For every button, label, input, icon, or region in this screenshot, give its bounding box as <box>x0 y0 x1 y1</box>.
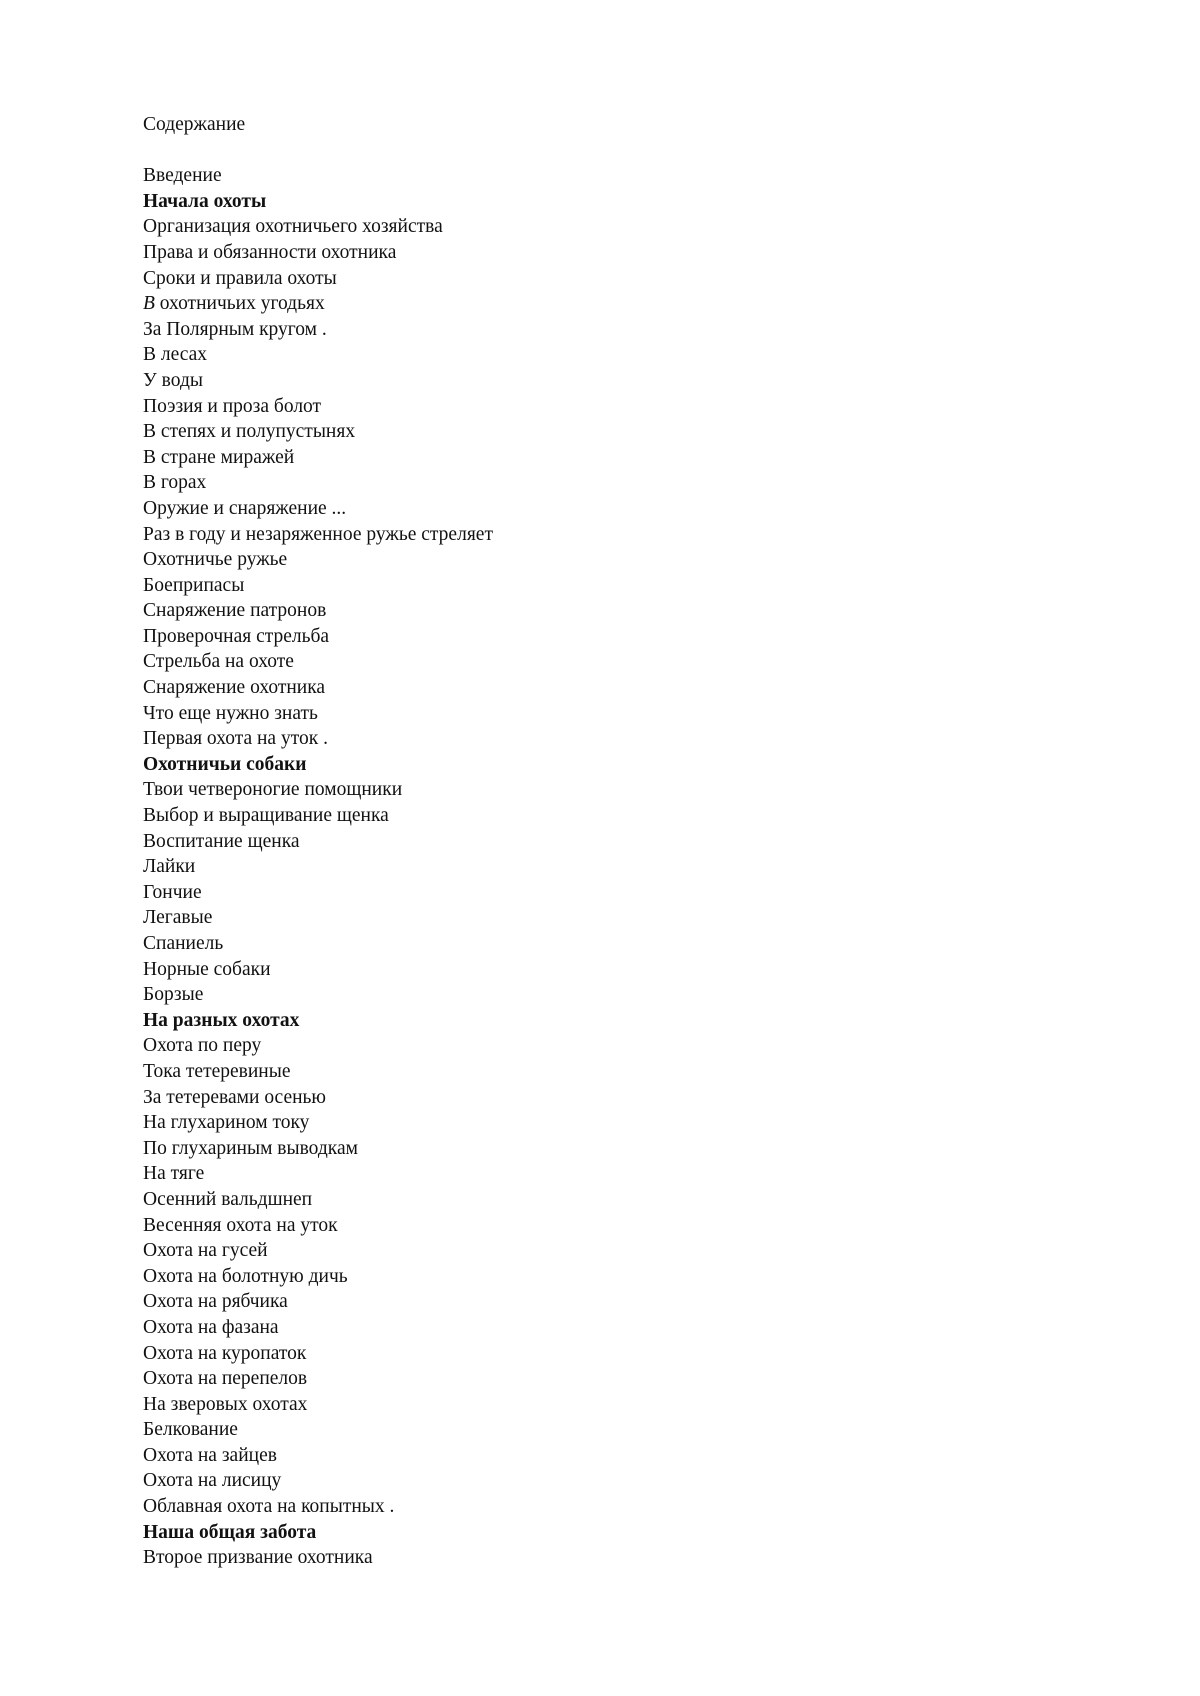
toc-entry: На глухарином току <box>143 1112 310 1134</box>
toc-entry: Норные собаки <box>143 958 271 980</box>
toc-entry: Охота на гусей <box>143 1240 268 1262</box>
toc-entry: Боеприпасы <box>143 574 245 596</box>
toc-entry: Тока тетеревиные <box>143 1060 291 1082</box>
toc-entry: Снаряжение патронов <box>143 600 327 622</box>
toc-entry: Белкование <box>143 1419 238 1441</box>
toc-entry: Охотничье ружье <box>143 549 288 571</box>
toc-entry: Введение <box>143 165 222 187</box>
toc-entry: За тетеревами осенью <box>143 1086 326 1108</box>
toc-entry: На зверовых охотах <box>143 1393 308 1415</box>
toc-entry: Снаряжение охотника <box>143 677 326 699</box>
toc-entry: Поэзия и проза болот <box>143 395 322 417</box>
toc-entry: В лесах <box>143 344 208 366</box>
toc-section-heading: Начала охоты <box>143 190 267 212</box>
toc-section-heading: Охотничьи собаки <box>143 753 307 775</box>
toc-entry: Осенний вальдшнеп <box>143 1188 313 1210</box>
toc-entry: Права и обязанности охотника <box>143 241 397 263</box>
toc-section-heading: Наша общая забота <box>143 1521 317 1543</box>
toc-entry: По глухариным выводкам <box>143 1137 358 1159</box>
toc-list <box>143 163 493 1571</box>
toc-entry: Раз в году и незаряженное ружье стреляет <box>143 523 493 545</box>
toc-entry: Проверочная стрельба <box>143 625 330 647</box>
toc-entry: Весенняя охота на уток <box>143 1214 338 1236</box>
toc-entry: В степях и полупустынях <box>143 421 356 443</box>
toc-entry: Твои четвероногие помощники <box>143 779 403 801</box>
toc-entry: В стране миражей <box>143 446 295 468</box>
toc-entry: У воды <box>143 369 203 391</box>
toc-entry: Охота на куропаток <box>143 1342 307 1364</box>
toc-entry <box>143 291 493 317</box>
toc-entry: Облавная охота на копытных . <box>143 1496 395 1518</box>
toc-entry: Воспитание щенка <box>143 830 300 852</box>
toc-entry: Стрельба на охоте <box>143 651 294 673</box>
toc-entry: Второе призвание охотника <box>143 1547 373 1569</box>
toc-entry: Спаниель <box>143 933 224 954</box>
toc-entry: Охота на фазана <box>143 1316 279 1338</box>
toc-entry: Что еще нужно знать <box>143 702 318 724</box>
table-of-contents <box>143 112 493 1571</box>
toc-entry: Борзые <box>143 984 204 1006</box>
toc-entry: На тяге <box>143 1163 205 1185</box>
toc-entry: Охота на болотную дичь <box>143 1265 348 1287</box>
toc-entry: Выбор и выращивание щенка <box>143 805 389 827</box>
toc-entry-italic-lead: В <box>143 293 155 315</box>
toc-entry: Охота по перу <box>143 1035 262 1057</box>
toc-title: Содержание <box>143 114 246 135</box>
toc-entry: Лайки <box>143 856 196 878</box>
toc-entry: Охота на рябчика <box>143 1291 288 1313</box>
toc-entry: Оружие и снаряжение ... <box>143 497 347 519</box>
toc-entry: Организация охотничьего хозяйства <box>143 216 443 238</box>
toc-entry-text-rest: охотничьих угодьях <box>154 293 325 315</box>
toc-entry: Легавые <box>143 907 213 929</box>
toc-entry: Охота на лисицу <box>143 1470 282 1492</box>
toc-entry: Сроки и правила охоты <box>143 267 337 289</box>
toc-entry: Охота на перепелов <box>143 1368 308 1390</box>
toc-section-heading: На разных охотах <box>143 1009 300 1031</box>
toc-entry: Гончие <box>143 881 202 903</box>
toc-entry: За Полярным кругом . <box>143 318 327 340</box>
toc-entry: Первая охота на уток . <box>143 728 328 750</box>
toc-entry: Охота на зайцев <box>143 1444 277 1466</box>
toc-entry: В горах <box>143 472 207 494</box>
